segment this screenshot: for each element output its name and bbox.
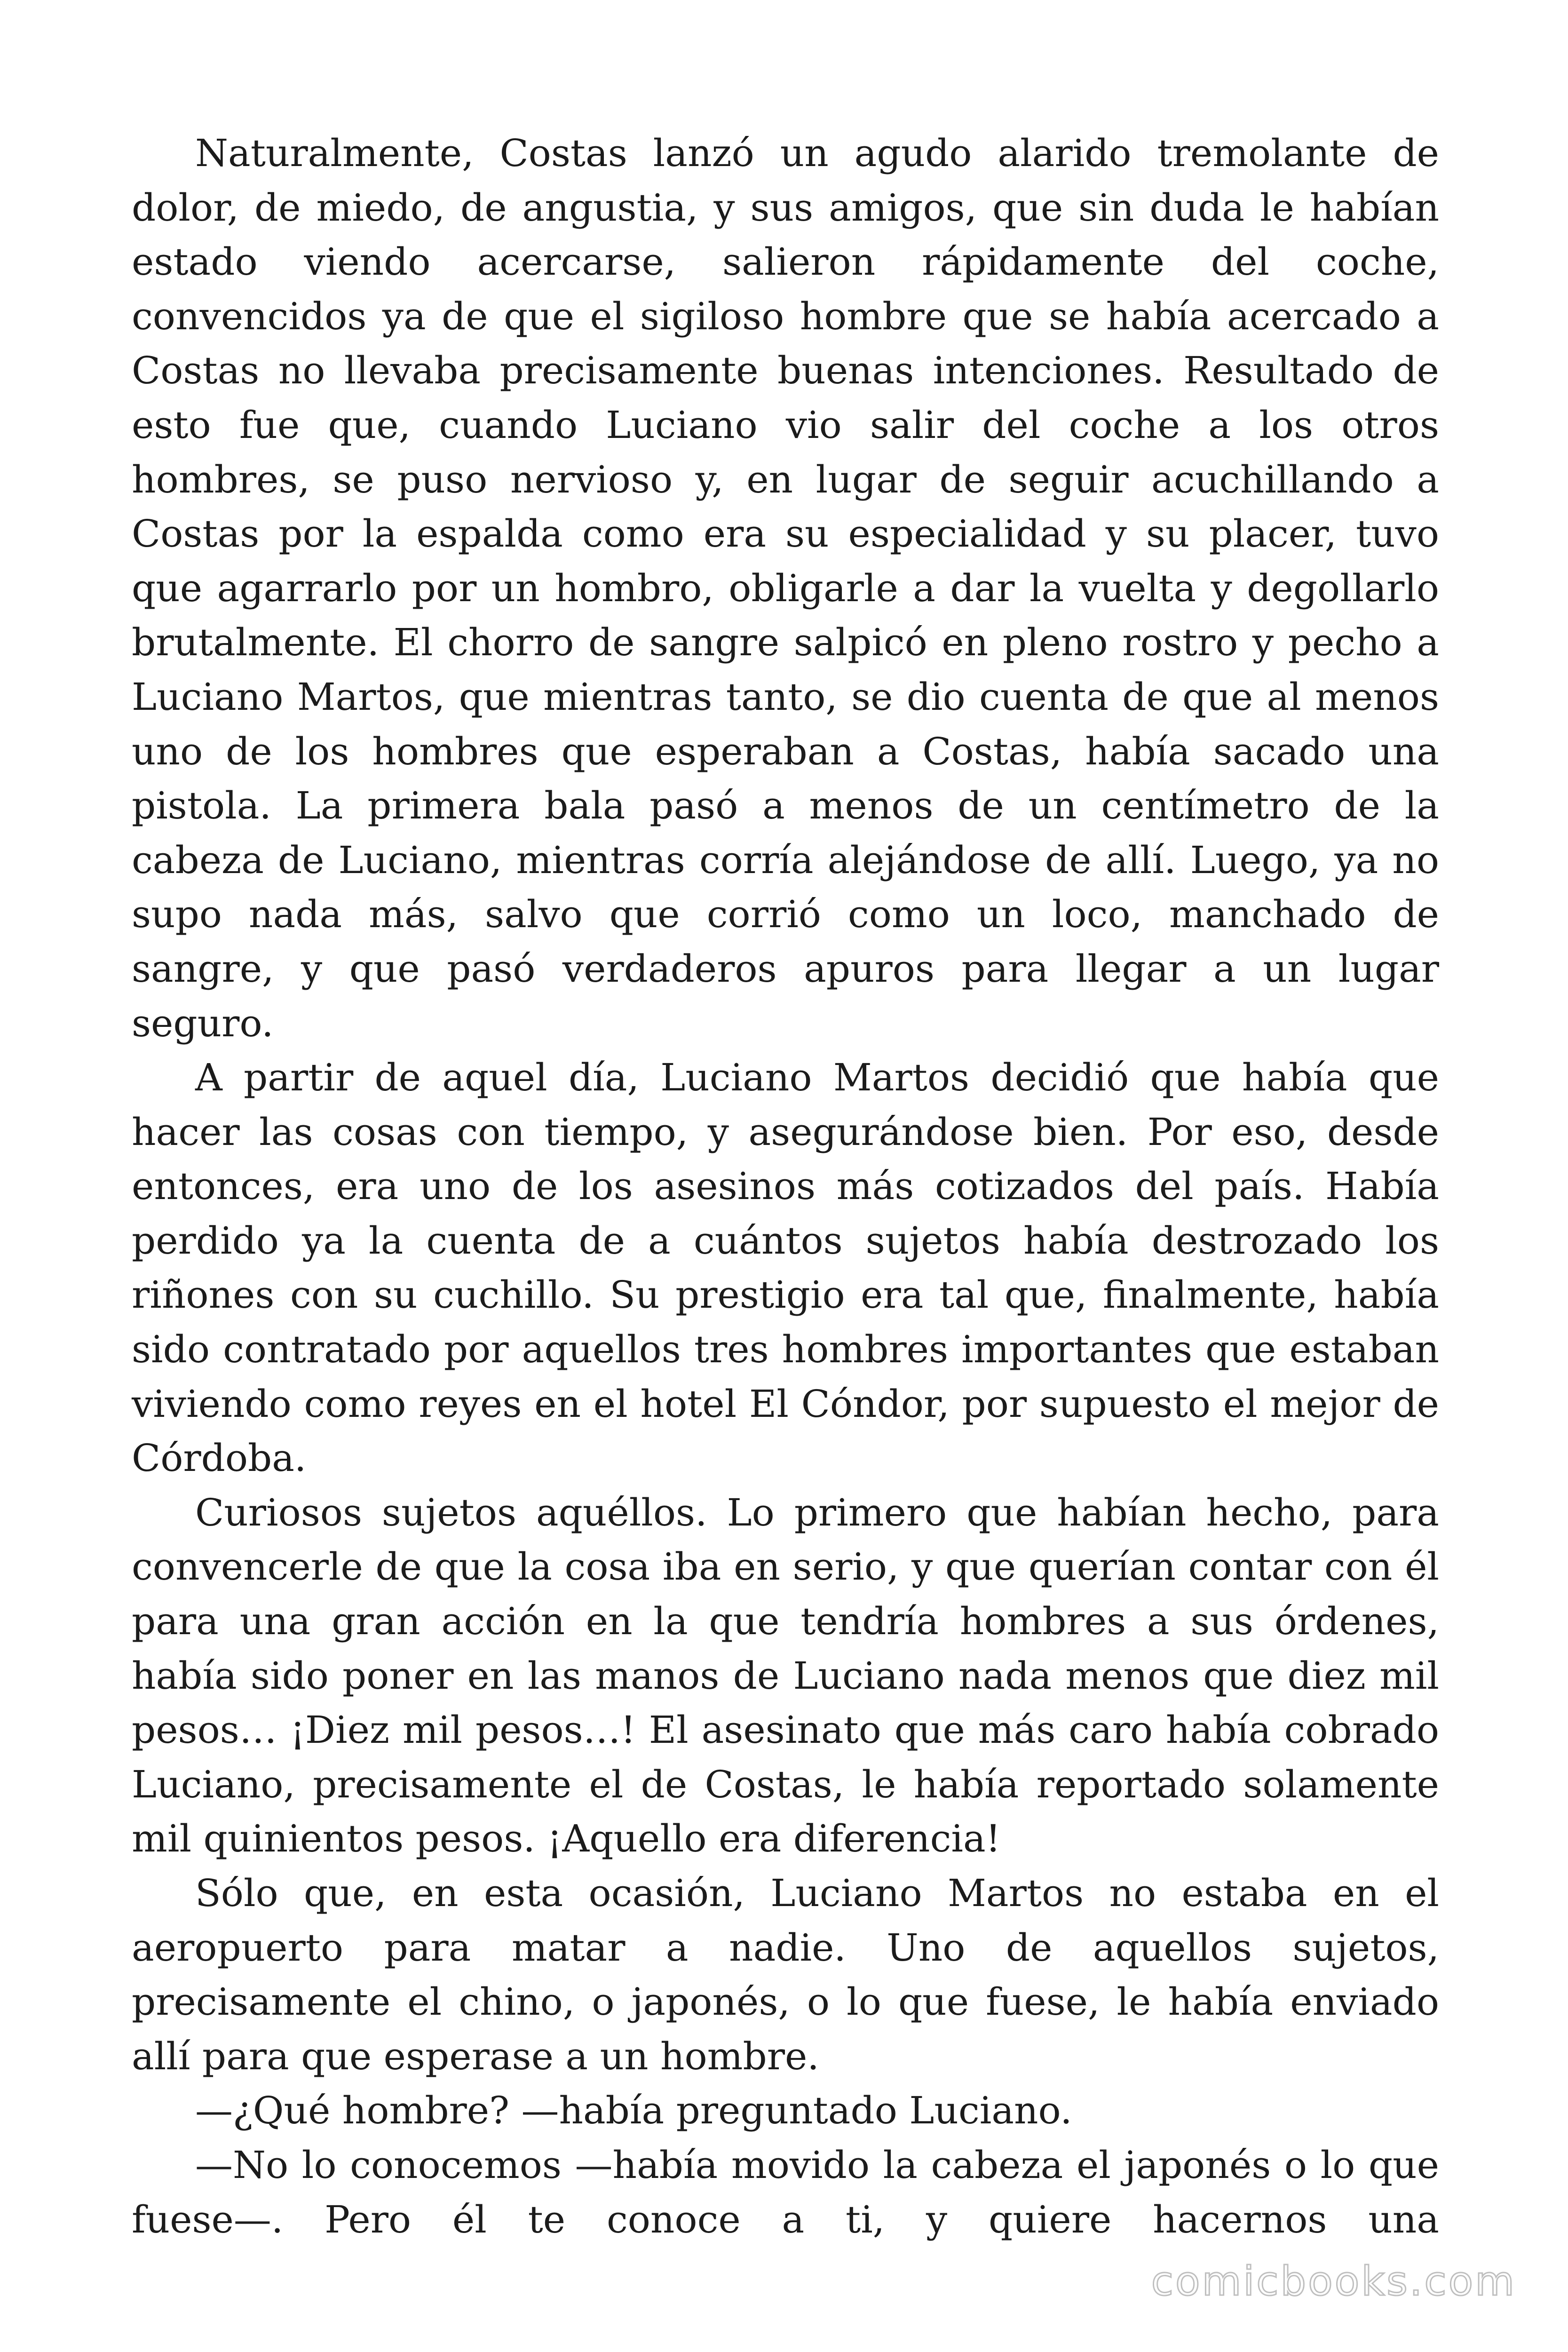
paragraph-5: —¿Qué hombre? —había preguntado Luciano. (195, 2089, 1072, 2133)
paragraph-1: Naturalmente, Costas lanzó un agudo alarido tremolante de dolor, de miedo, de angustia, y sus amigos, que sin duda le habían estado viendo acercarse, salieron rápidamente del coche, convencidos ya de que el sigiloso hombre que se había acercado a Costas no llevaba precisamente buenas intenciones. Resultado de esto fue que, cuando Luciano vio salir del coche a los otros hombres, se puso nervioso y, en lugar de seguir acuchillando a Costas por la espalda como era su especialidad y su placer, tuvo que agarrarlo por un hombro, obligarle a dar la vuelta y degollarlo brutalmente. El chorro de sangre salpicó en pleno rostro y pecho a Luciano Martos, que mientras tanto, se dio cuenta de que al menos uno de los hombres que esperaban a Costas, había sacado una pistola. La primera bala pasó a menos de un centímetro de la cabeza de Luciano, mientras corría alejándose de allí. Luego, ya no supo nada más, salvo que corrió como un loco, manchado de sangre, y que pasó verdaderos apuros para llegar a un lugar seguro. (132, 131, 1439, 1045)
body-text (132, 126, 1439, 2247)
watermark: comicbooks.com (1151, 2258, 1516, 2305)
paragraph-6: —No lo conocemos —había movido la cabeza el japonés o lo que fuese—. Pero él te conoce a ti, y quiere hacernos una (132, 2143, 1439, 2241)
paragraph-3: Curiosos sujetos aquéllos. Lo primero que habían hecho, para convencerle de que la cosa iba en serio, y que querían contar con él para una gran acción en la que tendría hombres a sus órdenes, había sido poner en las manos de Luciano nada menos que diez mil pesos… ¡Diez mil pesos…! El asesinato que más caro había cobrado Luciano, precisamente el de Costas, le había reportado solamente mil quinientos pesos. ¡Aquello era diferencia! (132, 1490, 1439, 1861)
paragraph-4: Sólo que, en esta ocasión, Luciano Martos no estaba en el aeropuerto para matar a nadie. Uno de aquellos sujetos, precisamente el chino, o japonés, o lo que fuese, le había enviado allí para que esperase a un hombre. (132, 1871, 1439, 2078)
paragraph-2: A partir de aquel día, Luciano Martos decidió que había que hacer las cosas con tiempo, y asegurándose bien. Por eso, desde entonces, era uno de los asesinos más cotizados del país. Había perdido ya la cuenta de a cuántos sujetos había destrozado los riñones con su cuchillo. Su prestigio era tal que, finalmente, había sido contratado por aquellos tres hombres importantes que estaban viviendo como reyes en el hotel El Cóndor, por supuesto el mejor de Córdoba. (132, 1056, 1439, 1480)
